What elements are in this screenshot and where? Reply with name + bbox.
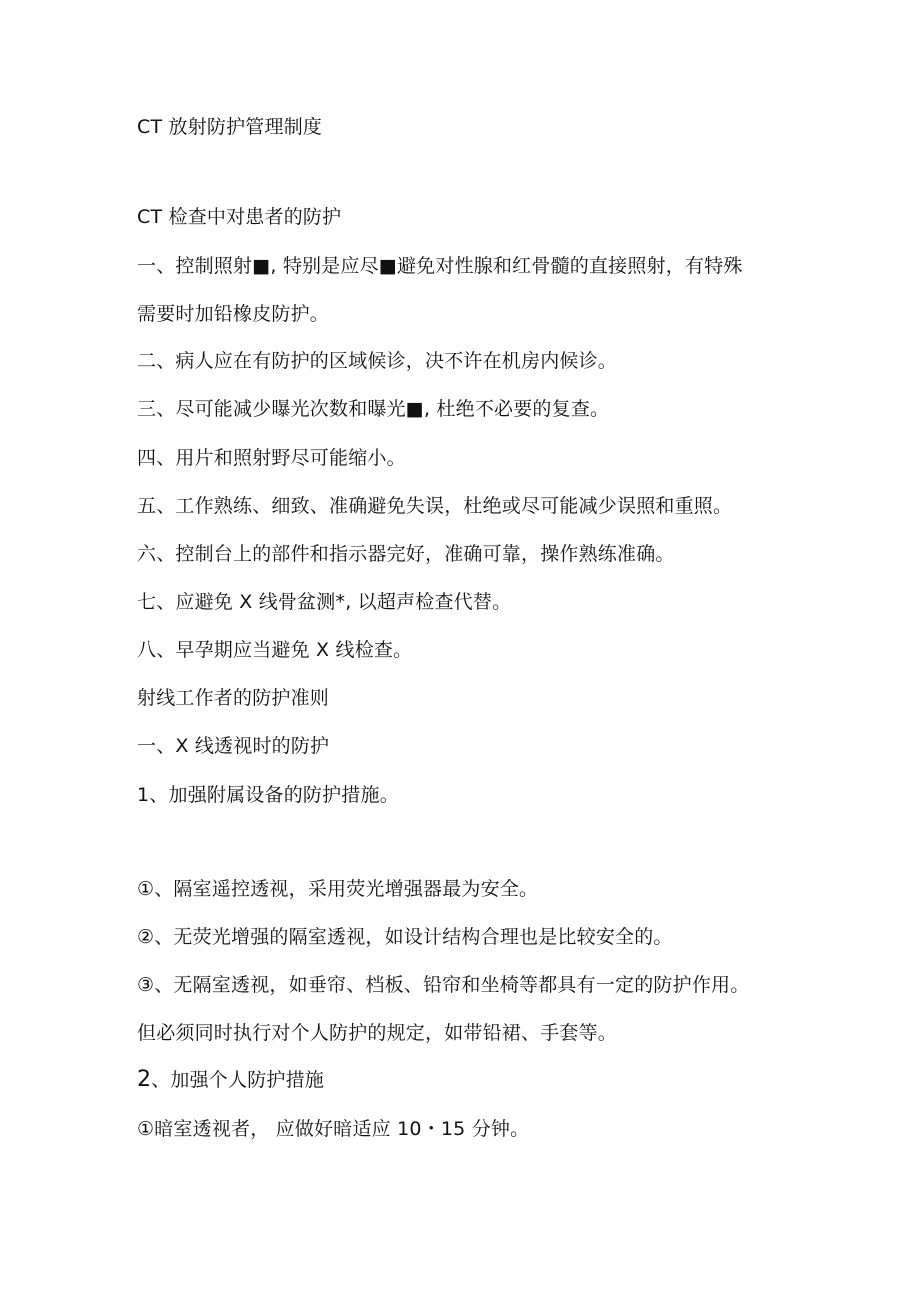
paragraph-line: 二、病人应在有防护的区域候诊，决不许在机房内候诊。 (137, 350, 618, 372)
paragraph-line: 四、用片和照射野尽可能缩小。 (137, 447, 406, 469)
paragraph-line: 但必须同时执行对个人防护的规定，如带铅裙、手套等。 (137, 1022, 618, 1044)
section-heading-worker-protection: 射线工作者的防护准则 (137, 687, 330, 709)
document-title: CT 放射防护管理制度 (137, 116, 323, 138)
paragraph-line: 1、加强附属设备的防护措施。 (137, 784, 399, 806)
paragraph-line: 七、应避免 X 线骨盆测*, 以超声检查代替。 (137, 591, 512, 613)
paragraph-line: 八、早孕期应当避免 X 线检查。 (137, 639, 413, 661)
paragraph-line: ②、无荧光增强的隔室透视，如设计结构合理也是比较安全的。 (137, 926, 673, 948)
paragraph-line: ①暗室透视者， 应做好暗适应 10・15 分钟。 (137, 1118, 530, 1140)
paragraph-line: 需要时加铅橡皮防护。 (137, 303, 330, 325)
paragraph-line: ③、无隔室透视，如垂帘、档板、铅帘和坐椅等都具有一定的防护作用。 (137, 974, 750, 996)
item-number: 2 (137, 1067, 152, 1092)
paragraph-line-item2 (137, 1068, 324, 1092)
paragraph-line: 一、控制照射■, 特别是应尽■避免对性腺和红骨髓的直接照射，有特殊 (137, 255, 743, 277)
subsection-heading: 一、X 线透视时的防护 (137, 735, 330, 757)
paragraph-line: 六、控制台上的部件和指示器完好，准确可靠，操作熟练准确。 (137, 543, 675, 565)
paragraph-line: 三、尽可能减少曝光次数和曝光■, 杜绝不必要的复查。 (137, 398, 610, 420)
paragraph-line: ①、隔室遥控透视，采用荧光增强器最为安全。 (137, 878, 539, 900)
paragraph-line: 五、工作熟练、细致、准确避免失误，杜绝或尽可能减少误照和重照。 (137, 495, 733, 517)
item-text: 、加强个人防护措施 (151, 1069, 325, 1091)
section-heading-patient-protection: CT 检查中对患者的防护 (137, 206, 342, 228)
